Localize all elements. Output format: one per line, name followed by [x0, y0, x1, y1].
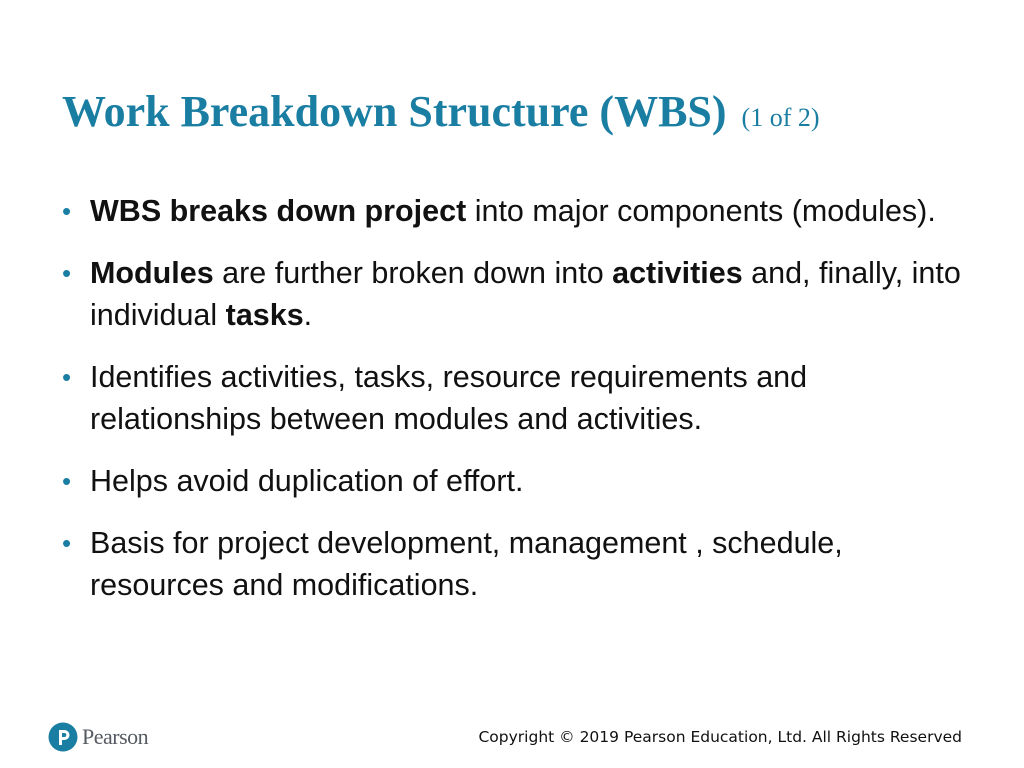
bullet-bold-text: WBS breaks down project: [90, 194, 467, 228]
bullet-item: [62, 522, 962, 606]
bullet-text: are further broken down into: [213, 256, 613, 290]
copyright-notice: Copyright © 2019 Pearson Education, Ltd. All Rights Reserved: [478, 728, 962, 746]
bullet-icon: •: [62, 528, 72, 558]
bullet-icon: •: [62, 362, 72, 392]
bullet-text: and, finally, into individual: [90, 256, 961, 332]
bullet-bold-text: activities: [612, 256, 743, 290]
bullet-icon: •: [62, 196, 72, 226]
bullet-text: Identifies activities, tasks, resource requirements and relationships between modules and activities.: [90, 360, 808, 436]
bullet-text: Basis for project development, management , schedule, resources and modifications.: [90, 526, 843, 602]
pearson-p-icon: [48, 722, 78, 752]
slide-title: [62, 84, 820, 146]
title-text: Work Breakdown Structure (WBS): [62, 87, 727, 136]
bullet-bold-text: Modules: [90, 256, 214, 290]
bullet-item: [62, 190, 962, 232]
title-suffix: (1 of 2): [741, 103, 820, 132]
logo-wordmark: Pearson: [82, 724, 149, 749]
bullet-text: .: [303, 298, 313, 332]
bullet-item: [62, 356, 962, 440]
bullet-item: [62, 460, 962, 502]
bullet-icon: •: [62, 258, 72, 288]
bullet-bold-text: tasks: [225, 298, 304, 332]
slide-footer: [0, 712, 1024, 760]
bullet-icon: •: [62, 466, 72, 496]
bullet-list: [62, 190, 962, 626]
bullet-item: [62, 252, 962, 336]
bullet-text: Helps avoid duplication of effort.: [90, 464, 524, 498]
bullet-text: into major components (modules).: [466, 194, 936, 228]
pearson-logo: [48, 720, 148, 754]
